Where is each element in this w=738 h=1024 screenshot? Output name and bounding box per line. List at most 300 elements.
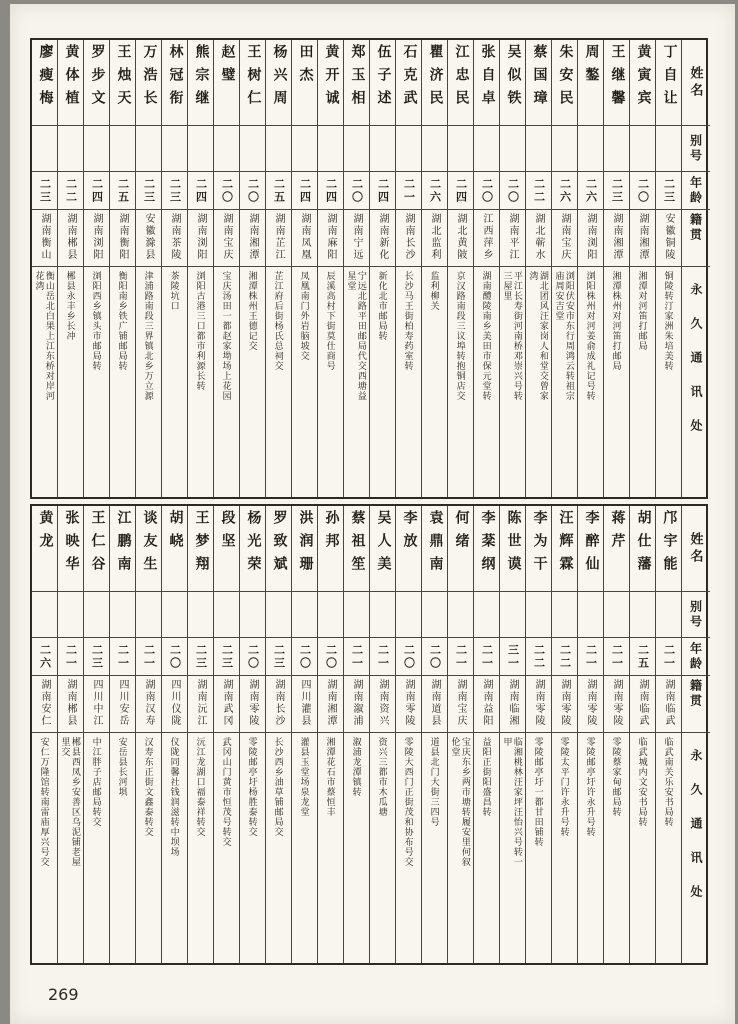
- person-column: [318, 506, 344, 963]
- person-native-place: 湖南安仁: [32, 676, 57, 733]
- person-age: 二一: [448, 638, 473, 676]
- person-address: 零陵邮亭圩杨胜泰转交: [247, 737, 258, 837]
- person-name: 陈世谟: [500, 506, 525, 592]
- person-age: 二一: [110, 638, 135, 676]
- person-alias: [474, 592, 499, 638]
- person-age: 二二: [552, 638, 577, 676]
- person-native-place: 湖南麻阳: [318, 210, 343, 267]
- person-address: 益阳正街阳盛昌转: [481, 737, 492, 817]
- person-address: 汉寿东正街文鑫泰转交: [143, 737, 154, 837]
- page-number: 269: [48, 985, 79, 1004]
- person-alias: [318, 592, 343, 638]
- person-alias: [266, 126, 291, 172]
- person-column: [214, 506, 240, 963]
- person-name: 王继馨: [604, 40, 629, 126]
- header-label-age: 年龄: [682, 638, 710, 676]
- person-name: 段坚: [214, 506, 239, 592]
- person-alias: [474, 126, 499, 172]
- person-column: [396, 40, 422, 497]
- person-native-place: 湖南浏阳: [188, 210, 213, 267]
- header-label-address: 永久通讯处: [689, 283, 703, 453]
- person-age: 二〇: [474, 172, 499, 210]
- person-native-place: 湖南零陵: [240, 676, 265, 733]
- person-address: 零陵蔡家甸邮局转: [611, 737, 622, 817]
- person-age: 二五: [630, 638, 655, 676]
- person-address: 凤凰南门外岩脑坡交: [299, 271, 310, 361]
- directory-table-top: [30, 38, 708, 499]
- person-address: 湖北团风汪家岗人和堂交曾家湾: [528, 271, 549, 401]
- person-native-place: 湖南临湘: [500, 676, 525, 733]
- person-alias: [344, 126, 369, 172]
- person-alias: [110, 592, 135, 638]
- person-name: 蒋芹: [604, 506, 629, 592]
- person-native-place: 湖南长沙: [266, 676, 291, 733]
- person-name: 黄体植: [58, 40, 83, 126]
- person-alias: [188, 126, 213, 172]
- person-alias: [656, 592, 681, 638]
- person-alias: [526, 592, 551, 638]
- header-label-name: 姓名: [682, 506, 710, 592]
- person-column: [266, 40, 292, 497]
- person-age: 二〇: [162, 638, 187, 676]
- row-header-column-bottom: [682, 506, 710, 963]
- person-address: 零陵邮亭圩一都甘田铺转: [533, 737, 544, 847]
- person-name: 李棻纲: [474, 506, 499, 592]
- person-age: 二四: [448, 172, 473, 210]
- person-age: 二〇: [396, 638, 421, 676]
- person-column: [58, 40, 84, 497]
- person-address: 郴县永丰乡长冲: [65, 271, 76, 341]
- person-native-place: 湖南武冈: [214, 676, 239, 733]
- person-name: 李醉仙: [578, 506, 603, 592]
- person-alias: [32, 592, 57, 638]
- person-column: [292, 506, 318, 963]
- header-label-age: 年龄: [682, 172, 710, 210]
- person-alias: [630, 126, 655, 172]
- person-name: 林冠衔: [162, 40, 187, 126]
- person-alias: [448, 592, 473, 638]
- person-age: 二三: [604, 172, 629, 210]
- person-address: 灌县玉堂场泉龙堂: [299, 737, 310, 817]
- person-age: 二〇: [318, 638, 343, 676]
- person-native-place: 湖南芷江: [266, 210, 291, 267]
- person-column: [630, 506, 656, 963]
- person-age: 二〇: [630, 172, 655, 210]
- header-label-name: 姓名: [682, 40, 710, 126]
- person-alias: [240, 592, 265, 638]
- row-header-column-top: [682, 40, 710, 497]
- directory-sheet: [10, 4, 735, 965]
- person-native-place: 湖南临武: [630, 676, 655, 733]
- person-native-place: 四川安岳: [110, 676, 135, 733]
- person-name: 王烛天: [110, 40, 135, 126]
- person-native-place: 湖南零陵: [604, 676, 629, 733]
- person-age: 二〇: [344, 172, 369, 210]
- person-column: [136, 506, 162, 963]
- person-address: 零陵太平门许永升号转: [559, 737, 570, 837]
- person-alias: [110, 126, 135, 172]
- person-column: [474, 40, 500, 497]
- person-address: 新化北市邮局转: [377, 271, 388, 341]
- person-column: [552, 40, 578, 497]
- person-age: 二一: [58, 638, 83, 676]
- person-age: 二四: [84, 172, 109, 210]
- person-native-place: 四川灌县: [292, 676, 317, 733]
- person-native-place: 湖南资兴: [370, 676, 395, 733]
- person-address: 湘潭花石市蔡恒丰: [325, 737, 336, 817]
- person-address: 临武南关乐安书局转: [663, 737, 674, 827]
- person-native-place: 四川中江: [84, 676, 109, 733]
- person-name: 王树仁: [240, 40, 265, 126]
- person-name: 朱安民: [552, 40, 577, 126]
- person-name: 江忠民: [448, 40, 473, 126]
- person-age: 二二: [526, 172, 551, 210]
- person-alias: [500, 126, 525, 172]
- person-address: 浏阳西乡镇头市邮局转: [91, 271, 102, 371]
- person-name: 洪润珊: [292, 506, 317, 592]
- person-native-place: 湖南湘潭: [240, 210, 265, 267]
- person-name: 蔡国璋: [526, 40, 551, 126]
- person-alias: [422, 126, 447, 172]
- person-column: [162, 40, 188, 497]
- person-address: 中江胖子店邮局转交: [91, 737, 102, 827]
- person-address: 零陵邮亭圩许永升号转: [585, 737, 596, 837]
- person-native-place: 安徽滁县: [136, 210, 161, 267]
- person-address: 辰溪高村下街莫仕商号: [325, 271, 336, 371]
- person-address: 长沙西乡油草铺邮局交: [273, 737, 284, 837]
- person-column: [58, 506, 84, 963]
- person-alias: [656, 126, 681, 172]
- person-column: [240, 506, 266, 963]
- person-name: 邝宇能: [656, 506, 681, 592]
- person-age: 二二: [526, 638, 551, 676]
- person-native-place: 湖南零陵: [552, 676, 577, 733]
- person-name: 石克武: [396, 40, 421, 126]
- person-address: 衡山岳北白果上江东桥对岸河花湾: [34, 271, 55, 401]
- person-native-place: 湖南零陵: [396, 676, 421, 733]
- person-address: 道县北门大街三四号: [429, 737, 440, 827]
- person-age: 二一: [474, 638, 499, 676]
- header-label-alias: 别号: [682, 126, 710, 172]
- person-alias: [162, 126, 187, 172]
- person-age: 二三: [188, 638, 213, 676]
- person-column: [422, 506, 448, 963]
- person-age: 二一: [344, 638, 369, 676]
- header-label-native-place: 籍贯: [682, 676, 710, 733]
- person-column: [162, 506, 188, 963]
- person-native-place: 湖南汉寿: [136, 676, 161, 733]
- person-address: 郴县西凤乡安善区乌泥铺老屋里交: [60, 737, 81, 867]
- person-address: 芷江府后街杨氏总祠交: [273, 271, 284, 371]
- person-alias: [162, 592, 187, 638]
- person-address: 零陵大西门正街茂和协布号交: [403, 737, 414, 867]
- person-column: [188, 40, 214, 497]
- person-column: [500, 40, 526, 497]
- person-native-place: 湖南凤凰: [292, 210, 317, 267]
- person-age: 二五: [110, 172, 135, 210]
- person-age: 三一: [500, 638, 525, 676]
- person-column: [344, 40, 370, 497]
- person-native-place: 湖南宝庆: [214, 210, 239, 267]
- person-name: 赵璧: [214, 40, 239, 126]
- person-name: 万浩长: [136, 40, 161, 126]
- person-age: 二三: [214, 638, 239, 676]
- person-native-place: 湖南浏阳: [578, 210, 603, 267]
- person-column: [422, 40, 448, 497]
- person-address: 湖南醴陵南乡美田市保元堂转: [481, 271, 492, 401]
- person-column: [578, 40, 604, 497]
- person-alias: [396, 126, 421, 172]
- person-age: 二六: [578, 172, 603, 210]
- person-alias: [552, 592, 577, 638]
- person-address: 资兴三都市木瓜塘: [377, 737, 388, 817]
- person-column: [630, 40, 656, 497]
- person-native-place: 湖南湘潭: [318, 676, 343, 733]
- person-address: 临湘桃林汪家坪汪怡兴号转一甲: [502, 737, 523, 867]
- person-column: [578, 506, 604, 963]
- person-age: 二四: [318, 172, 343, 210]
- person-age: 二〇: [240, 172, 265, 210]
- person-column: [214, 40, 240, 497]
- person-name: 廖瘦梅: [32, 40, 57, 126]
- header-label-alias: 别号: [682, 592, 710, 638]
- person-alias: [370, 592, 395, 638]
- person-age: 二三: [162, 172, 187, 210]
- person-name: 胡峣: [162, 506, 187, 592]
- person-address: 京汉路南段三议埠转抱铜店交: [455, 271, 466, 401]
- person-alias: [630, 592, 655, 638]
- person-address: 平江长寿街河南桥邓崇兴号转三屋里: [502, 271, 523, 401]
- person-column: [84, 40, 110, 497]
- person-column: [448, 506, 474, 963]
- person-name: 郑玉相: [344, 40, 369, 126]
- person-column: [110, 40, 136, 497]
- person-alias: [422, 592, 447, 638]
- person-native-place: 湖南郴县: [58, 210, 83, 267]
- person-alias: [500, 592, 525, 638]
- person-alias: [370, 126, 395, 172]
- person-alias: [214, 592, 239, 638]
- person-age: 二四: [292, 172, 317, 210]
- person-address: 湘潭株州王德记交: [247, 271, 258, 351]
- person-native-place: 湖南益阳: [474, 676, 499, 733]
- person-alias: [318, 126, 343, 172]
- person-native-place: 湖南道县: [422, 676, 447, 733]
- person-address: 武冈山门黄市恒茂号转交: [221, 737, 232, 847]
- person-native-place: 湖南平江: [500, 210, 525, 267]
- person-alias: [84, 126, 109, 172]
- person-age: 二三: [136, 172, 161, 210]
- person-column: [188, 506, 214, 963]
- person-native-place: 湖南沅江: [188, 676, 213, 733]
- person-age: 二六: [32, 638, 57, 676]
- person-age: 二〇: [240, 638, 265, 676]
- person-age: 二一: [656, 638, 681, 676]
- person-age: 二三: [656, 172, 681, 210]
- person-name: 孙邦: [318, 506, 343, 592]
- person-column: [370, 40, 396, 497]
- person-column: [240, 40, 266, 497]
- person-name: 江鹏南: [110, 506, 135, 592]
- person-alias: [188, 592, 213, 638]
- person-column: [448, 40, 474, 497]
- person-alias: [604, 126, 629, 172]
- person-age: 二六: [552, 172, 577, 210]
- person-alias: [136, 126, 161, 172]
- person-address: 仪陇同馨社钱润滋转中坝场: [169, 737, 180, 857]
- directory-table-bottom: [30, 504, 708, 965]
- person-name: 黄寅宾: [630, 40, 655, 126]
- person-alias: [552, 126, 577, 172]
- person-age: 二二: [58, 172, 83, 210]
- person-address: 宝庆汤田一都赵家坳场上花园: [221, 271, 232, 401]
- person-column: [604, 506, 630, 963]
- person-name: 杨光荣: [240, 506, 265, 592]
- person-alias: [58, 126, 83, 172]
- person-address: 浏阳伏安市东行周鸿云转祖宗庙周安吉堂: [554, 271, 575, 401]
- person-age: 二三: [32, 172, 57, 210]
- person-name: 王仁谷: [84, 506, 109, 592]
- person-age: 二一: [578, 638, 603, 676]
- person-age: 二三: [266, 638, 291, 676]
- person-native-place: 湖南郴县: [58, 676, 83, 733]
- person-alias: [266, 592, 291, 638]
- person-native-place: 湖南茶陵: [162, 210, 187, 267]
- person-alias: [240, 126, 265, 172]
- scanned-directory-page: [10, 4, 735, 1024]
- person-age: 二六: [422, 172, 447, 210]
- person-address: 安岳县长河埧: [117, 737, 128, 797]
- person-address: 安仁万隆馆转南雷庙厚兴号交: [39, 737, 50, 867]
- person-age: 二三: [84, 638, 109, 676]
- person-native-place: 湖南衡阳: [110, 210, 135, 267]
- person-name: 袁鼎南: [422, 506, 447, 592]
- person-name: 蔡祖笙: [344, 506, 369, 592]
- person-column: [292, 40, 318, 497]
- person-address: 衡阳南乡铁广铺邮局转: [117, 271, 128, 371]
- person-alias: [136, 592, 161, 638]
- person-native-place: 湖南溆浦: [344, 676, 369, 733]
- person-alias: [58, 592, 83, 638]
- person-age: 二四: [370, 172, 395, 210]
- person-column: [370, 506, 396, 963]
- person-name: 吴人美: [370, 506, 395, 592]
- person-column: [84, 506, 110, 963]
- person-column: [136, 40, 162, 497]
- person-name: 丁自让: [656, 40, 681, 126]
- person-address: 临武城内文安书局转: [637, 737, 648, 827]
- person-alias: [578, 592, 603, 638]
- person-column: [32, 40, 58, 497]
- person-column: [110, 506, 136, 963]
- person-native-place: 湖南湘潭: [604, 210, 629, 267]
- person-native-place: 湖南临武: [656, 676, 681, 733]
- person-alias: [344, 592, 369, 638]
- person-address: 津浦路南段三界镇北乡万立源: [143, 271, 154, 401]
- person-name: 胡仕藩: [630, 506, 655, 592]
- person-column: [344, 506, 370, 963]
- person-address: 湘潭对河笛打邮局: [637, 271, 648, 351]
- person-native-place: 湖南长沙: [396, 210, 421, 267]
- person-name: 何绪: [448, 506, 473, 592]
- person-native-place: 安徽铜陵: [656, 210, 681, 267]
- person-native-place: 湖南湘潭: [630, 210, 655, 267]
- person-age: 二五: [266, 172, 291, 210]
- person-name: 黄开诚: [318, 40, 343, 126]
- person-name: 谈友生: [136, 506, 161, 592]
- person-address: 湘潭株州对河笛打邮局: [611, 271, 622, 371]
- person-address: 沅江龙湖口福泰祥转交: [195, 737, 206, 837]
- person-age: 二一: [396, 172, 421, 210]
- person-age: 二四: [188, 172, 213, 210]
- person-age: 二一: [604, 638, 629, 676]
- person-alias: [396, 592, 421, 638]
- person-native-place: 湖南零陵: [578, 676, 603, 733]
- person-name: 伍子述: [370, 40, 395, 126]
- person-native-place: 湖北黄陂: [448, 210, 473, 267]
- person-name: 吴似铁: [500, 40, 525, 126]
- person-native-place: 湖南浏阳: [84, 210, 109, 267]
- person-native-place: 湖南宁远: [344, 210, 369, 267]
- person-native-place: 湖北监利: [422, 210, 447, 267]
- person-column: [266, 506, 292, 963]
- person-column: [474, 506, 500, 963]
- person-alias: [84, 592, 109, 638]
- person-name: 罗致斌: [266, 506, 291, 592]
- header-label-native-place: 籍贯: [682, 210, 710, 267]
- person-alias: [448, 126, 473, 172]
- person-column: [526, 506, 552, 963]
- person-alias: [32, 126, 57, 172]
- person-name: 瞿济民: [422, 40, 447, 126]
- person-native-place: 湖南新化: [370, 210, 395, 267]
- person-column: [318, 40, 344, 497]
- person-column: [526, 40, 552, 497]
- person-name: 周鏊: [578, 40, 603, 126]
- person-address: 长沙马王街柏寿药室转: [403, 271, 414, 371]
- person-native-place: 湖南宝庆: [448, 676, 473, 733]
- person-address: 铜陵转汀家洲朱培美转: [663, 271, 674, 371]
- person-address: 监利柳关: [429, 271, 440, 311]
- person-alias: [526, 126, 551, 172]
- person-alias: [578, 126, 603, 172]
- person-age: 二一: [370, 638, 395, 676]
- person-column: [656, 40, 682, 497]
- person-native-place: 湖南宝庆: [552, 210, 577, 267]
- person-address: 浏阳古港三口都市利源长转: [195, 271, 206, 391]
- person-address: 宁远北路平田邮局代交西塘益星堂: [346, 271, 367, 401]
- person-column: [552, 506, 578, 963]
- person-age: 二〇: [292, 638, 317, 676]
- person-name: 熊宗继: [188, 40, 213, 126]
- person-column: [32, 506, 58, 963]
- person-age: 二〇: [214, 172, 239, 210]
- person-name: 田杰: [292, 40, 317, 126]
- person-column: [396, 506, 422, 963]
- person-address: 浏阳株州对河姜俞成礼记号转: [585, 271, 596, 401]
- person-address: 茶陵坑口: [169, 271, 180, 311]
- person-name: 王梦翔: [188, 506, 213, 592]
- person-column: [500, 506, 526, 963]
- person-address: 宝庆东乡两市塘转履安里何叙伦堂: [450, 737, 471, 867]
- person-name: 李为干: [526, 506, 551, 592]
- person-native-place: 湖南衡山: [32, 210, 57, 267]
- person-name: 张自卓: [474, 40, 499, 126]
- person-column: [604, 40, 630, 497]
- person-name: 杨兴周: [266, 40, 291, 126]
- header-label-address: 永久通讯处: [689, 749, 703, 919]
- person-alias: [214, 126, 239, 172]
